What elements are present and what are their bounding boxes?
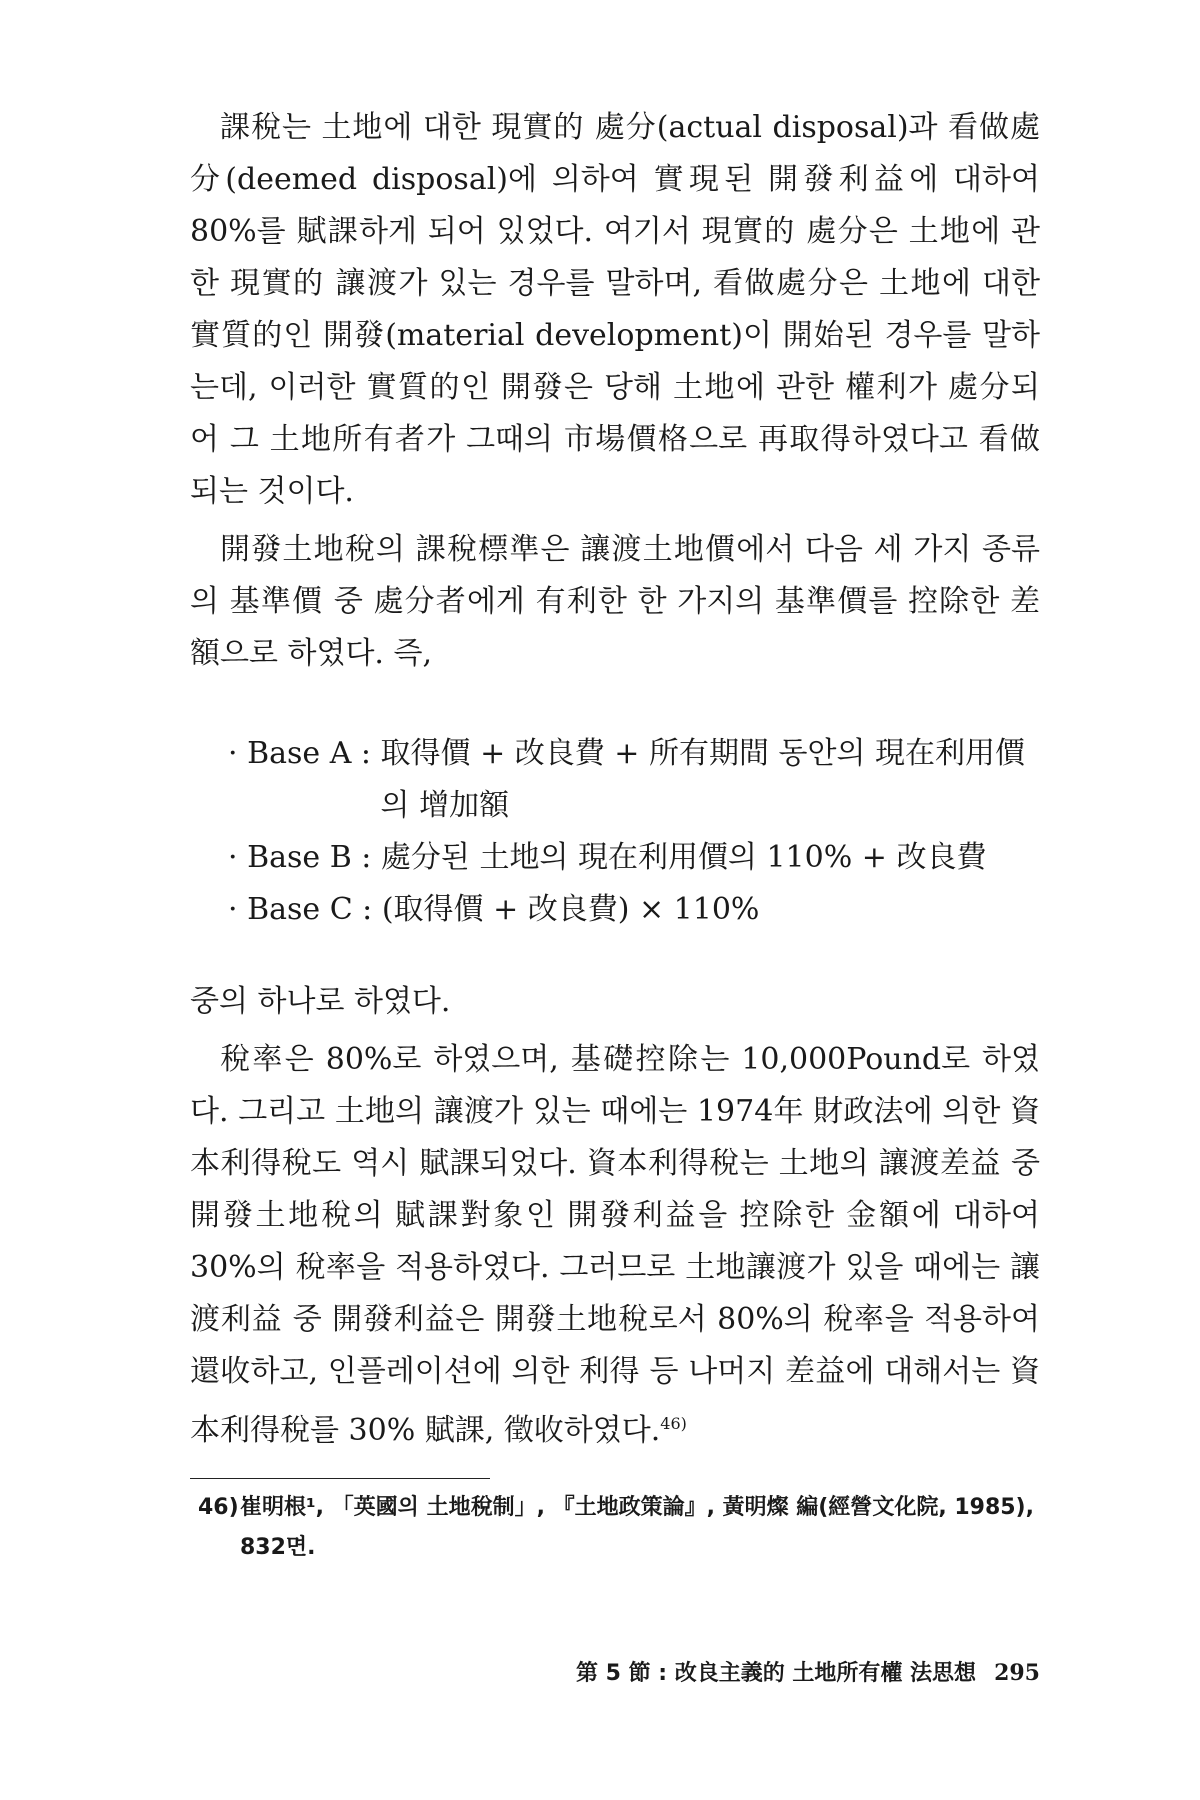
footnote-number: 46) — [198, 1495, 239, 1520]
body-text — [190, 102, 1040, 1463]
base-item-c — [228, 884, 1040, 936]
base-label: · Base C : — [228, 892, 382, 927]
paragraph-1: 課稅는 土地에 대한 現實的 處分(actual disposal)과 看做處分(deemed disposal)에 의하여 實現된 開發利益에 대하여 80%를 賦課하게 되어 있었다. 여기서 現實的 處分은 土地에 관한 現實的 讓渡가 있는 경우를 말하며, 看做處分은 土地에 대한 實質的인 開發(material development)이 開始된 경우를 말하는데, 이러한 實質的인 開發은 당해 土地에 관한 權利가 處分되어 그 土地所有者가 그때의 市場價格으로 再取得하였다고 看做되는 것이다. — [190, 110, 1040, 509]
paragraph-2: 開發土地稅의 課稅標準은 讓渡土地價에서 다음 세 가지 종류의 基準價 중 處分者에게 有利한 한 가지의 基準價를 控除한 差額으로 하였다. 즉, — [190, 532, 1040, 671]
paragraph-3: 중의 하나로 하였다. — [190, 984, 451, 1019]
base-label: · Base B : — [228, 840, 381, 875]
base-list — [228, 728, 1040, 936]
running-footer — [576, 1656, 1040, 1687]
base-item-b — [228, 832, 1040, 884]
footnote-continuation: 832면. — [240, 1535, 316, 1560]
footnote — [198, 1488, 1040, 1568]
base-label: · Base A : — [228, 736, 381, 771]
running-title: 第 5 節 : 改良主義的 土地所有權 法思想 — [576, 1661, 977, 1686]
base-text: (取得價 + 改良費) × 110% — [381, 892, 760, 927]
base-item-a — [228, 728, 1040, 832]
base-text: 取得價 + 改良費 + 所有期間 동안의 現在利用價의 增加額 — [380, 736, 1025, 823]
base-text: 處分된 土地의 現在利用價의 110% + 改良費 — [380, 840, 987, 875]
footnote-text: 崔明根¹, 「英國의 土地稅制」, 『土地政策論』, 黃明燦 編(經營文化院, 1985), — [240, 1495, 1034, 1520]
paragraph-4 — [190, 1034, 1040, 1457]
paragraph-4-text: 稅率은 80%로 하였으며, 基礎控除는 10,000Pound로 하였다. 그리고 土地의 讓渡가 있는 때에는 1974年 財政法에 의한 資本利得稅도 역시 賦課되었다. 資本利得稅는 土地의 讓渡差益 중 開發土地稅의 賦課對象인 開發利益을 控除한 金額에 대하여 30%의 稅率을 적용하였다. 그러므로 土地讓渡가 있을 때에는 讓渡利益 중 開發利益은 開發土地稅로서 80%의 稅率을 적용하여 還收하고, 인플레이션에 의한 利得 등 나머지 差益에 대해서는 資本利得稅를 30% 賦課, 徵收하였다. — [190, 1042, 1040, 1448]
footnote-line — [198, 1488, 1040, 1528]
page-number: 295 — [994, 1660, 1040, 1686]
footnote-reference[interactable]: 46) — [660, 1414, 687, 1433]
footnote-divider — [190, 1478, 490, 1479]
